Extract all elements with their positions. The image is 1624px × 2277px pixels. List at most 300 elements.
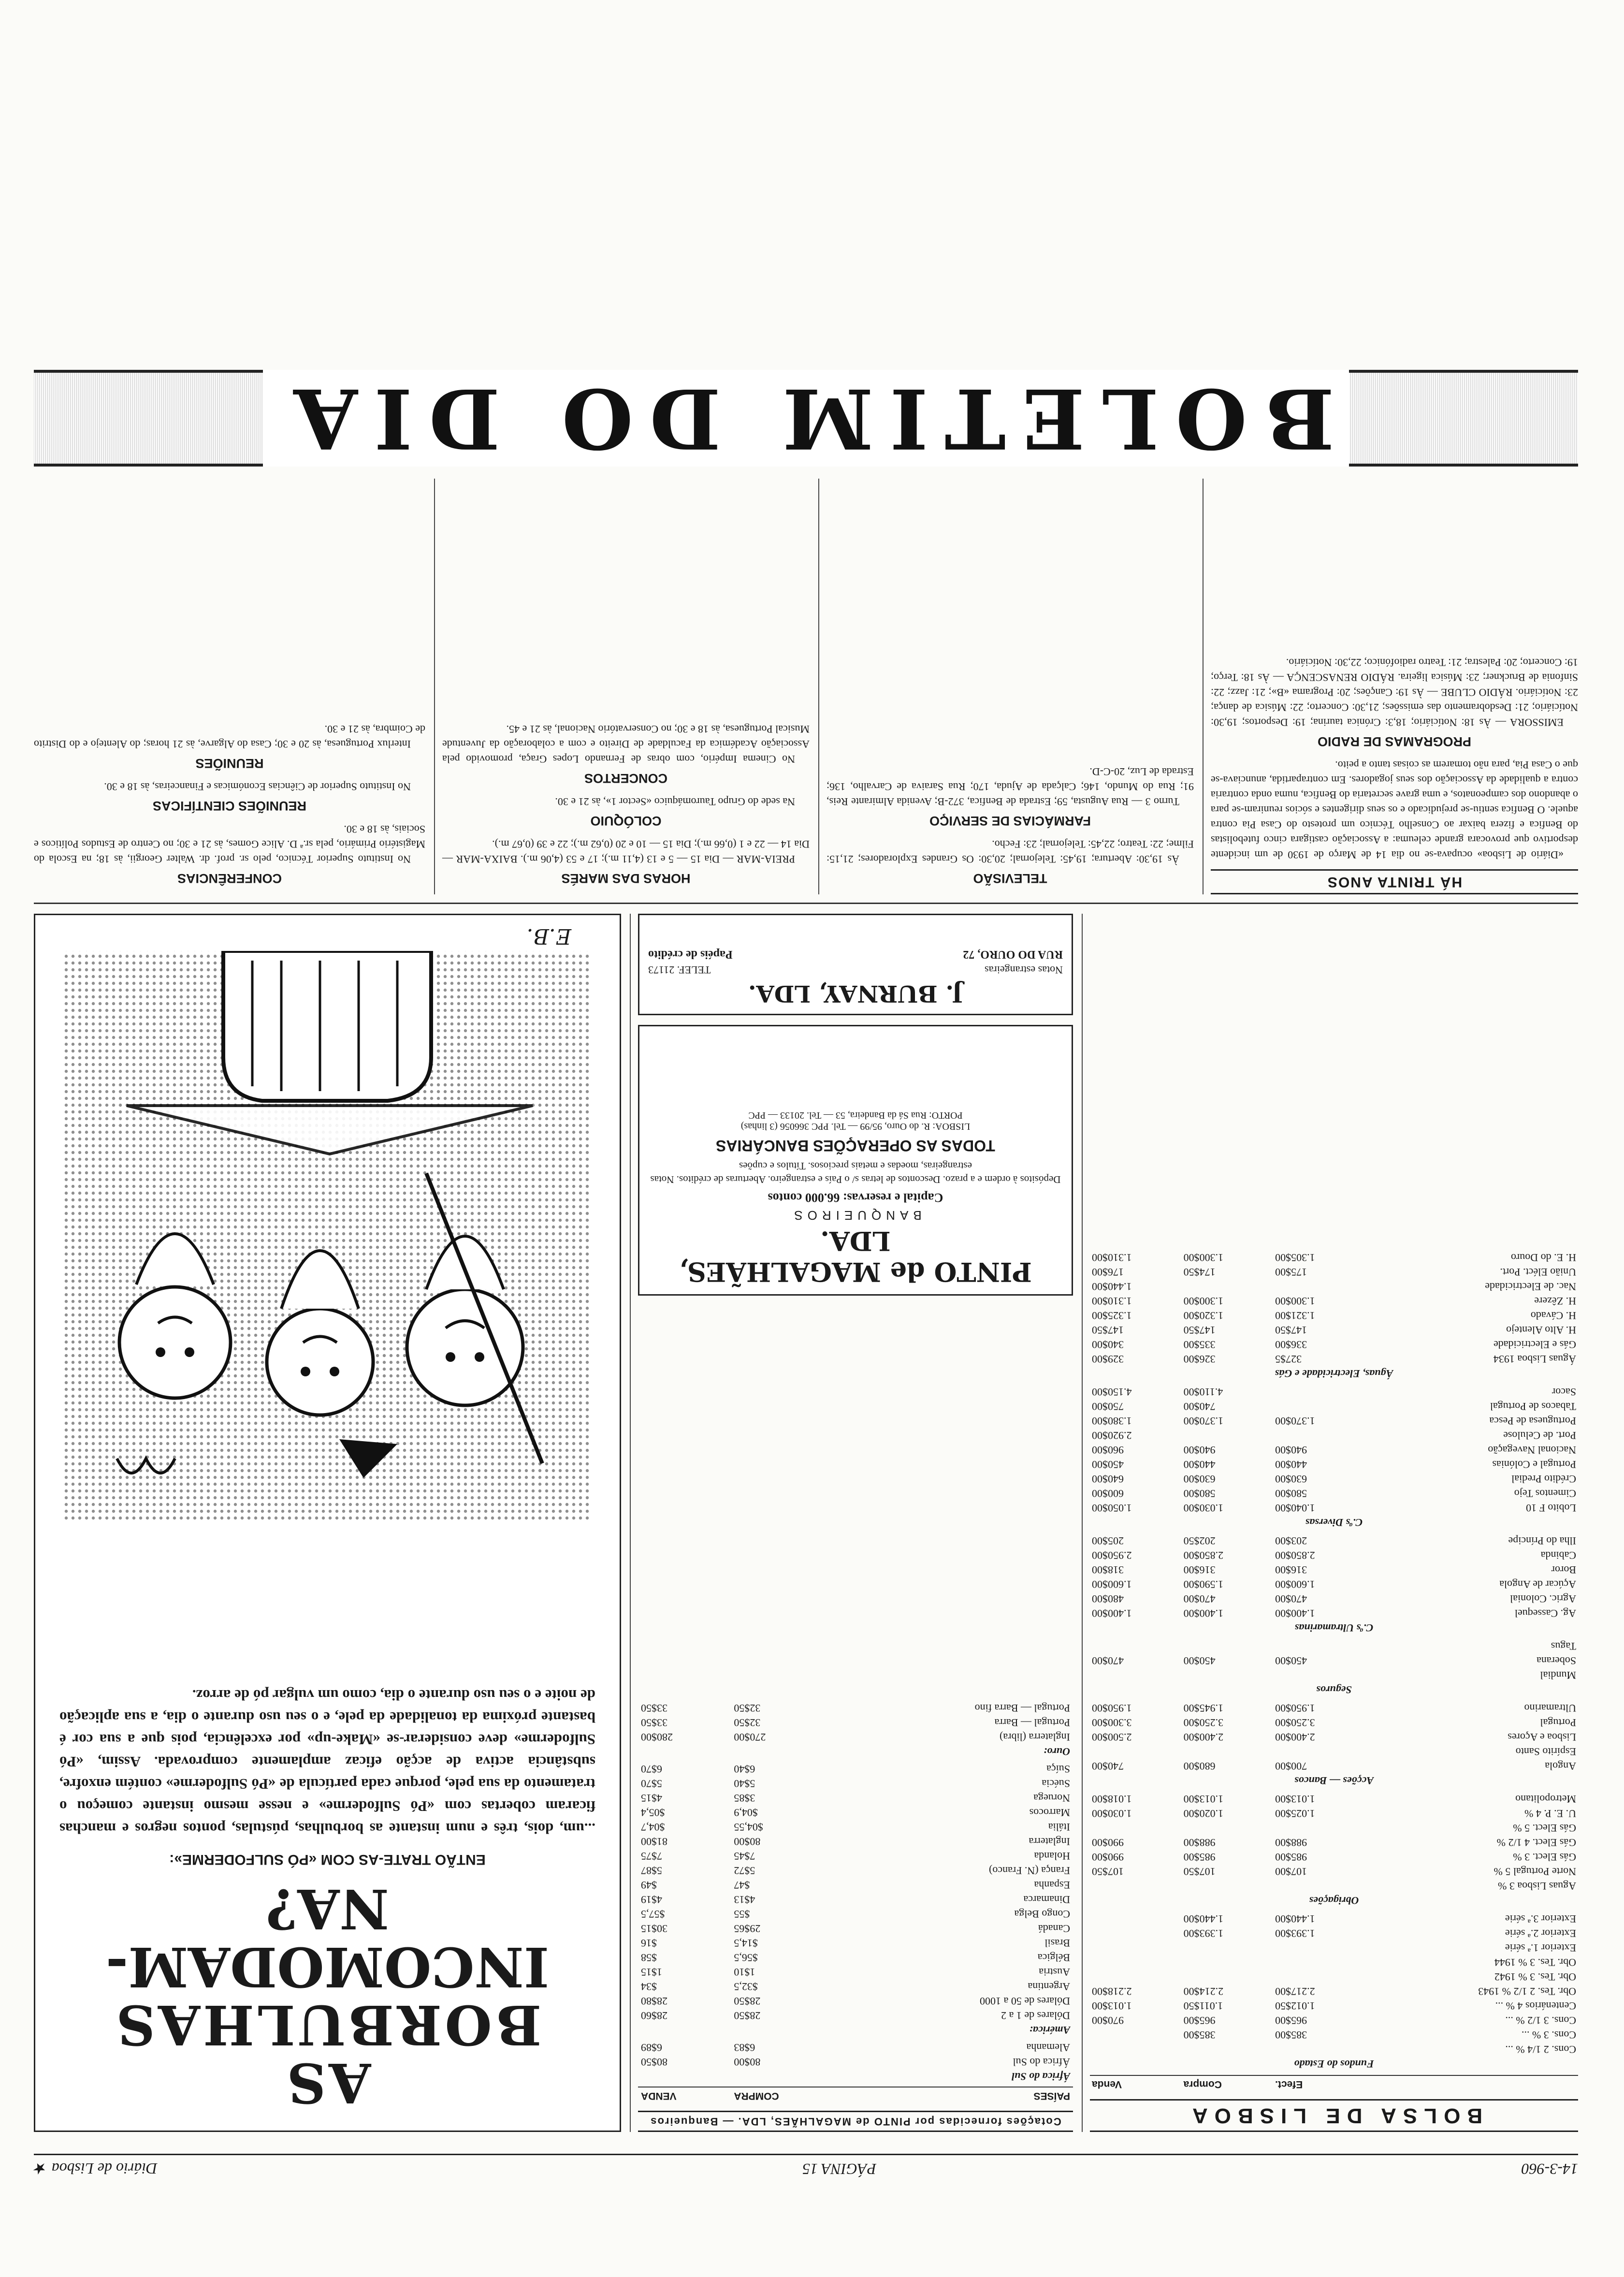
table-cell: 205$00 xyxy=(1092,1535,1124,1547)
table-cell: Marrocos xyxy=(1029,1807,1070,1819)
section-rule xyxy=(34,903,1578,904)
table-cell: 740$00 xyxy=(1092,1760,1124,1772)
table-cell: 385$00 xyxy=(1275,2029,1307,2041)
table-cell: 329$00 xyxy=(1092,1353,1124,1365)
table-cell: 2.214$00 xyxy=(1183,1985,1224,1998)
conferencias-text xyxy=(34,822,425,867)
fx-group-row xyxy=(638,1744,1073,1762)
table-cell: Dinamarca xyxy=(1023,1894,1070,1906)
table-cell: 80$50 xyxy=(641,2056,667,2068)
table-cell: Ultramarino xyxy=(1524,1702,1576,1714)
table-row xyxy=(1090,1912,1578,1926)
table-cell xyxy=(1090,1821,1182,1835)
table-row xyxy=(1090,1533,1578,1548)
table-cell: Lobito F 10 xyxy=(1526,1502,1576,1514)
table-cell: 1.950$00 xyxy=(1092,1702,1132,1714)
table-row xyxy=(1090,1352,1578,1366)
table-cell: Lisboa e Açores xyxy=(1508,1731,1576,1743)
table-cell: 2.500$00 xyxy=(1092,1731,1132,1743)
table-cell: 1.400$00 xyxy=(1183,1607,1224,1620)
table-cell: 1.025$00 xyxy=(1275,1808,1315,1820)
bolsa-column-header xyxy=(1365,2075,1578,2092)
table-cell: 6$40 xyxy=(734,1763,755,1775)
table-row xyxy=(1090,1806,1578,1821)
table-row xyxy=(638,2008,1073,2023)
cartoon-head-center xyxy=(267,1309,373,1415)
sulfoderme-text-block xyxy=(35,1684,620,2131)
column-conferencias xyxy=(34,479,425,894)
sulfoderme-title-1: AS BORBULHAS xyxy=(113,1993,542,2114)
televisao-title: TELEVISÃO xyxy=(973,871,1047,886)
table-cell: 450$00 xyxy=(1275,1655,1307,1667)
table-cell: 1.370$00 xyxy=(1275,1415,1315,1427)
table-cell: 81$00 xyxy=(641,1836,667,1848)
burnay-phone: TELEF. 21173 xyxy=(648,964,711,976)
table-cell: 440$00 xyxy=(1275,1459,1307,1471)
table-cell: 28$60 xyxy=(641,2010,667,2022)
table-cell: 175$00 xyxy=(1275,1266,1307,1278)
table-row xyxy=(638,1715,1073,1730)
concertos-text xyxy=(442,722,810,767)
section-headline-text: BOLETIM DO DIA xyxy=(263,370,1349,467)
pinto-porto: PORTO: Rua Sá da Bandeira, 53 — Tel. 20133 — PPC xyxy=(748,1110,963,1121)
cambios-table xyxy=(638,1701,1073,2104)
table-cell: 5$40 xyxy=(734,1778,755,1790)
table-cell: 1.393$00 xyxy=(1183,1927,1224,1940)
table-cell: 480$00 xyxy=(1092,1593,1124,1605)
table-cell xyxy=(1182,1970,1274,1984)
radio-title: PROGRAMAS DE RADIO xyxy=(1318,734,1472,749)
table-cell: $32,5 xyxy=(734,1981,758,1993)
table-cell: 4$13 xyxy=(734,1894,755,1906)
bolsa-table xyxy=(1090,1250,1578,2092)
table-cell: Nac. de Electricidade xyxy=(1485,1281,1576,1293)
table-cell: $55 xyxy=(734,1908,750,1920)
pinto-capital: Capital e reservas: 66.000 contos xyxy=(768,1191,943,1205)
table-row xyxy=(1090,1486,1578,1501)
table-cell: 1.440$00 xyxy=(1183,1913,1224,1925)
table-row xyxy=(1090,1821,1578,1835)
table-cell: 318$00 xyxy=(1092,1564,1124,1576)
bolsa-group-label: Águas, Electricidade e Gás xyxy=(1275,1368,1393,1380)
table-cell: Suíça xyxy=(1046,1763,1070,1775)
table-cell: 1.030$00 xyxy=(1183,1502,1224,1514)
table-cell xyxy=(1090,1941,1182,1955)
table-row xyxy=(1090,1606,1578,1620)
table-cell: 1.321$00 xyxy=(1275,1310,1315,1322)
reunioes-title: REUNIÕES xyxy=(195,756,264,771)
table-cell: Cons. 3 1/2 % ... xyxy=(1505,2014,1576,2027)
table-cell: Portugal — Barra fino xyxy=(974,1702,1070,1714)
burnay-extra: Papéis de crédito xyxy=(648,948,733,961)
table-row xyxy=(638,1863,1073,1878)
table-cell: 28$50 xyxy=(734,1995,761,2007)
table-row xyxy=(638,1805,1073,1820)
table-cell: 7$75 xyxy=(641,1850,662,1862)
table-row xyxy=(638,1921,1073,1936)
table-row xyxy=(1090,1385,1578,1399)
table-cell: 107$50 xyxy=(1092,1866,1124,1878)
bolsa-group-row xyxy=(1090,1682,1578,1701)
table-cell: 1.013$00 xyxy=(1092,2000,1132,2012)
table-cell xyxy=(1090,1668,1182,1682)
table-cell xyxy=(1182,1879,1274,1893)
pinto-magalhaes-ad xyxy=(638,1025,1073,1296)
table-row xyxy=(1090,1443,1578,1457)
farmacias-title: FARMÁCIAS DE SERVIÇO xyxy=(929,814,1091,828)
table-cell: 326$00 xyxy=(1183,1353,1216,1365)
table-cell: 29$65 xyxy=(734,1923,761,1935)
table-cell: Cons. 3 % ... xyxy=(1521,2029,1576,2041)
table-cell: 750$00 xyxy=(1092,1401,1124,1413)
table-cell: 4$19 xyxy=(641,1894,662,1906)
table-cell: Congo Belga xyxy=(1014,1908,1070,1920)
table-row xyxy=(638,1820,1073,1834)
table-row xyxy=(1090,1250,1578,1265)
table-cell: Gás Elect. 3 % xyxy=(1513,1851,1576,1863)
radio-paragraph: EMISSORA — Às 18: Notíciário; 18,3: Crónica taurina; 19: Desportos; 19,30: Notíciário; 21: Desdobramento das emissões; 21,30: Concerto; 22: Música de dança; 23: Notíciário. RÁDIO CLUBE — Às 19: Canções; 20: Programa «B»; 21: Jazz; 22: Sinfonia de Bruckner; 23: Música ligeira. RÁDIO RENASCENÇA — Às 18: Terço; 19: Concerto; 20: Palestra; 21: Teatro radiofónico; 22,30: Notíciário. xyxy=(1211,657,1578,729)
table-cell xyxy=(1273,1279,1365,1294)
table-cell: $04,55 xyxy=(734,1821,763,1833)
table-cell: 32$50 xyxy=(734,1717,761,1729)
table-cell: 965$00 xyxy=(1275,2014,1307,2027)
table-row xyxy=(638,1834,1073,1849)
table-row xyxy=(1090,1759,1578,1773)
table-row xyxy=(638,2040,1073,2055)
table-cell xyxy=(1090,2028,1182,2042)
table-row xyxy=(1090,1955,1578,1970)
table-cell xyxy=(1273,1399,1365,1414)
table-cell xyxy=(1273,1744,1365,1759)
table-cell: $04,9 xyxy=(734,1807,758,1819)
table-cell: Portugal — Barra xyxy=(994,1717,1070,1729)
table-cell: 1.325$00 xyxy=(1092,1310,1132,1322)
table-cell: Holanda xyxy=(1034,1850,1070,1862)
illustrator-signature: E.B. xyxy=(526,924,571,949)
table-row xyxy=(638,1791,1073,1805)
table-cell: 327$5 xyxy=(1275,1353,1302,1365)
table-row xyxy=(638,1878,1073,1892)
burnay-details xyxy=(648,963,1063,976)
table-row xyxy=(1090,1864,1578,1879)
table-cell: 1.600$00 xyxy=(1275,1578,1315,1591)
table-cell: 176$00 xyxy=(1092,1266,1124,1278)
table-cell: 940$00 xyxy=(1183,1444,1216,1456)
table-cell: 1.020$00 xyxy=(1183,1808,1224,1820)
table-cell: $47 xyxy=(734,1879,750,1891)
table-cell: França (N. Franco) xyxy=(989,1865,1070,1877)
table-cell xyxy=(1273,1428,1365,1443)
pinto-lisboa: LISBOA: R. do Ouro, 95/99 — Tel. PPC 366056 (3 linhas) xyxy=(740,1121,971,1132)
table-cell: 80$00 xyxy=(734,1836,761,1848)
table-cell: 336$00 xyxy=(1275,1339,1307,1351)
table-row xyxy=(1090,1577,1578,1591)
table-row xyxy=(1090,2013,1578,2028)
table-cell: 2.218$00 xyxy=(1092,1985,1132,1998)
bolsa-group-label: Fundos do Estado xyxy=(1294,2058,1374,2070)
table-row xyxy=(1090,1472,1578,1486)
table-cell: 1$10 xyxy=(734,1966,755,1978)
televisao-text xyxy=(826,837,1194,867)
table-row xyxy=(638,1730,1073,1744)
table-cell: Águas Lisboa 1934 xyxy=(1493,1353,1576,1365)
table-cell: 6$70 xyxy=(641,1763,662,1775)
table-cell: Obr. Tes. 3 % 1944 xyxy=(1494,1956,1576,1969)
table-cell: 1.011$50 xyxy=(1183,2000,1223,2012)
table-cell: 2.400$00 xyxy=(1183,1731,1224,1743)
table-row xyxy=(1090,1730,1578,1744)
table-cell: 470$00 xyxy=(1092,1655,1124,1667)
bolsa-group-row xyxy=(1090,2057,1578,2075)
table-cell: 2.850$00 xyxy=(1275,1549,1315,1562)
table-cell: Portuguesa de Pesca xyxy=(1489,1415,1576,1427)
table-cell xyxy=(1090,1912,1182,1926)
fx-column-header: VENDA xyxy=(638,2087,731,2104)
table-cell: Alemanha xyxy=(1026,2042,1070,2054)
table-row xyxy=(1090,1265,1578,1279)
sulfoderme-illustration xyxy=(64,951,591,1521)
table-cell: 450$00 xyxy=(1183,1655,1216,1667)
table-cell xyxy=(1090,1879,1182,1893)
bolsa-group-label: Obrigações xyxy=(1309,1895,1359,1907)
reunioes-text xyxy=(34,722,425,752)
table-cell: 107$00 xyxy=(1275,1866,1307,1878)
table-row xyxy=(1090,1457,1578,1472)
table-row xyxy=(1090,1668,1578,1682)
bolsa-title: BOLSA DE LISBOA xyxy=(1090,2099,1578,2132)
table-cell xyxy=(1182,1428,1274,1443)
table-cell: 147$50 xyxy=(1275,1324,1307,1336)
table-cell: 30$15 xyxy=(641,1923,667,1935)
table-cell: $04,7 xyxy=(641,1821,665,1833)
table-cell: $57,5 xyxy=(641,1908,665,1920)
table-cell: Port. de Celulose xyxy=(1503,1430,1576,1442)
table-cell: $05,4 xyxy=(641,1807,665,1819)
table-row xyxy=(638,1965,1073,1979)
table-cell: Exterior 2.ª série xyxy=(1505,1927,1576,1940)
televisao-paragraph: Às 19,30: Abertura; 19,45: Telejornal; 20,30: Os Grandes Exploradores; 21,15: Filme; 22: Teatro; 22,45: Telejornal; 23: Fecho. xyxy=(826,838,1194,865)
table-row xyxy=(1090,1850,1578,1864)
table-row xyxy=(1090,1639,1578,1653)
table-cell xyxy=(1182,1668,1274,1682)
table-cell: Portugal e Colónias xyxy=(1492,1459,1576,1471)
bolsa-column-header: Venda xyxy=(1090,2075,1182,2092)
table-cell: 2.400$00 xyxy=(1275,1731,1315,1743)
reunioes-cientificas-text xyxy=(34,779,425,794)
table-cell: Ag. Cassequel xyxy=(1514,1607,1576,1620)
column-mares xyxy=(442,479,810,894)
table-cell: Cons. 2 1/4 % ... xyxy=(1505,2043,1576,2056)
table-cell: 680$00 xyxy=(1183,1760,1216,1772)
table-cell: 640$00 xyxy=(1092,1473,1124,1485)
pinto-services: Depósitos à ordem e a prazo. Descontos de letras s/ o País e estrangeiro. Aberturas de créditos. Notas estrangeiras, moedas e metais preciosos. Títulos e cupões xyxy=(650,1160,1061,1185)
table-row xyxy=(1090,1926,1578,1941)
table-cell: Espanha xyxy=(1034,1879,1070,1891)
table-cell: Dólares de 1 a 2 xyxy=(1001,2010,1070,2022)
table-cell: 33$50 xyxy=(641,1717,667,1729)
table-cell: 4$15 xyxy=(641,1792,662,1804)
table-cell xyxy=(1182,2042,1274,2057)
table-cell: 1.440$00 xyxy=(1092,1281,1132,1293)
table-cell: Angola xyxy=(1545,1760,1576,1772)
table-cell: 280$00 xyxy=(641,1731,673,1743)
cartoon-head-left xyxy=(407,1289,523,1405)
sulfoderme-subtitle: ENTÃO TRATE-AS COM «PÓ SULFODERME»: xyxy=(169,1852,486,1868)
table-cell: 1.950$00 xyxy=(1275,1702,1315,1714)
table-cell: 630$00 xyxy=(1183,1473,1216,1485)
table-cell: 80$00 xyxy=(734,2056,761,2068)
burnay-address: RUA DO OURO, 72 xyxy=(963,948,1063,961)
table-cell xyxy=(1273,1821,1365,1835)
table-row xyxy=(638,1892,1073,1907)
table-cell: 385$00 xyxy=(1183,2029,1216,2041)
table-row xyxy=(1090,1879,1578,1893)
table-cell: Exterior 1.ª série xyxy=(1505,1942,1576,1954)
table-cell: 147$50 xyxy=(1183,1324,1216,1336)
table-cell: $58 xyxy=(641,1952,657,1964)
table-cell: Mundial xyxy=(1540,1669,1576,1681)
table-cell: 28$80 xyxy=(641,1995,667,2007)
table-cell: 1.012$50 xyxy=(1275,2000,1315,2012)
fx-column-header: COMPRA xyxy=(731,2087,845,2104)
table-row xyxy=(1090,1294,1578,1308)
bolsa-group-row xyxy=(1090,1366,1578,1385)
table-row xyxy=(1090,1428,1578,1443)
table-cell: 1.300$00 xyxy=(1275,1295,1315,1307)
table-cell: 1.310$00 xyxy=(1092,1295,1132,1307)
farmacias-paragraph: Turno 3 — Rua Augusta, 59; Estrada de Benfica, 372-B; Avenida Almirante Reis, 91; Rua do Mundo, 146; Calçada de Ajuda, 170; Rua Saraiva de Carvalho, 136; Estrada de Luz, 20-C-D. xyxy=(826,766,1194,808)
reunioes-paragraph: Interlux Portuguesa, às 20 e 30; Casa do Algarve, às 21 horas; do Alentejo e do Distrito de Coimbra, às 21 e 30. xyxy=(34,723,425,750)
cartoon-head-right xyxy=(119,1287,231,1398)
bolsa-group-row xyxy=(1090,1620,1578,1639)
table-row xyxy=(638,1701,1073,1715)
table-row xyxy=(638,1762,1073,1776)
table-cell: 1.393$00 xyxy=(1275,1927,1315,1940)
table-cell: Gás Elect. 4 1/2 % xyxy=(1496,1837,1576,1849)
table-cell: 6$89 xyxy=(641,2042,662,2054)
table-cell: 3.250$00 xyxy=(1183,1717,1224,1729)
table-cell: Cimentos Tejo xyxy=(1514,1488,1576,1500)
table-cell: 2.217$00 xyxy=(1275,1985,1315,1998)
table-row xyxy=(638,1907,1073,1921)
table-cell: 470$00 xyxy=(1275,1593,1307,1605)
table-cell: 202$50 xyxy=(1183,1535,1216,1547)
table-cell: 1.320$00 xyxy=(1183,1310,1224,1322)
table-cell xyxy=(1090,1744,1182,1759)
table-row xyxy=(1090,1984,1578,1999)
table-cell xyxy=(1182,1744,1274,1759)
pinto-name: PINTO de MAGALHÃES, LDA. xyxy=(679,1226,1032,1287)
table-cell: 316$00 xyxy=(1183,1564,1216,1576)
table-cell: Austria xyxy=(1039,1966,1070,1978)
table-cell xyxy=(1182,1821,1274,1835)
table-row xyxy=(638,1776,1073,1791)
table-row xyxy=(1090,1835,1578,1850)
table-cell: 960$00 xyxy=(1092,1444,1124,1456)
table-cell: 990$00 xyxy=(1092,1837,1124,1849)
table-cell: 1.310$00 xyxy=(1092,1252,1132,1264)
table-cell xyxy=(1182,1639,1274,1653)
trinta-anos-paragraph: «Diário de Lisboa» ocupava-se no dia 14 de Março de 1930 de um incidente desportivo que provocara grande celeuma: a Associação castigara cinco futebolistas do Benfica e fizera baixar ao Conselho Técnico um protesto do Casa Pia contra aquele. O Benfica sentiu-se prejudicado e os seus dirigentes e sócios reuniram-se para o abandono dos campeonatos, e uma grave secretaria do Benfica, numa onda contraria contra a qualidade da Associação dos seus jogadores. Em contrapartida, anunciava-se que o Casa Pia, para não tomarem as coisas tanto a peito. xyxy=(1211,759,1578,861)
table-cell: 7$45 xyxy=(734,1850,755,1862)
table-row xyxy=(1090,1548,1578,1562)
table-cell: Agric. Colonial xyxy=(1510,1593,1576,1605)
table-cell xyxy=(1090,1970,1182,1984)
table-cell xyxy=(1090,1639,1182,1653)
table-cell: 4.110$00 xyxy=(1183,1386,1223,1398)
table-row xyxy=(638,1936,1073,1950)
table-cell: Cabinda xyxy=(1540,1549,1576,1562)
table-cell: 1.013$00 xyxy=(1275,1793,1315,1805)
table-cell: 1.400$00 xyxy=(1275,1607,1315,1620)
column-trinta-anos xyxy=(1211,479,1578,894)
table-row xyxy=(1090,1501,1578,1515)
table-cell: Suécia xyxy=(1042,1778,1070,1790)
table-cell: Boror xyxy=(1551,1564,1576,1576)
table-cell: 3$85 xyxy=(734,1792,755,1804)
table-cell: $56,5 xyxy=(734,1952,758,1964)
sulfoderme-body: ...um, dois, três e num instante as borbulhas, pústulas, pontos negros e manchas ficaram cobertas com «Pó Sulfoderme» e nesse mesmo instante começou o tratamento da sua pele, porque cada partícula de «Pó Sulfoderme» contém enxofre, substância activa de acção eficaz amplamente comprovada. Assim, «Pó Sulfoderme» deve considerar-se «Make-up» por excelência, pois que a sua cor é bastante próxima da tonalidade da pele, e o seu uso durante o dia, a sua aplicação de noite e o seu uso durante o dia, como um vulgar pó de arroz. xyxy=(59,1687,595,1837)
burnay-tagline: Notas estrangeiras xyxy=(985,964,1063,976)
table-cell: 5$72 xyxy=(734,1865,755,1877)
table-cell: 1.600$00 xyxy=(1092,1578,1132,1591)
table-cell: H. Cávado xyxy=(1530,1310,1576,1322)
bolsa-group-label: Acções — Bancos xyxy=(1294,1775,1374,1787)
cartoon-eye xyxy=(330,1367,339,1376)
table-row xyxy=(1090,1562,1578,1577)
reunioes-cientificas-title: REUNIÕES CIENTÍFICAS xyxy=(152,799,307,813)
column-televisao xyxy=(826,479,1194,894)
table-cell: 5$70 xyxy=(641,1778,662,1790)
trinta-anos-title: HÁ TRINTA ANOS xyxy=(1211,869,1578,894)
table-cell: $14,5 xyxy=(734,1937,758,1949)
table-cell xyxy=(1273,1970,1365,1984)
table-cell: 174$50 xyxy=(1183,1266,1216,1278)
table-cell: 2.950$00 xyxy=(1092,1549,1132,1562)
bolsa-group-row xyxy=(1090,1773,1578,1792)
table-cell: Portugal xyxy=(1540,1717,1576,1729)
table-row xyxy=(1090,1399,1578,1414)
table-cell: Espírito Santo xyxy=(1515,1746,1576,1758)
table-cell: União Eléct. Port. xyxy=(1500,1266,1576,1278)
table-cell: 988$00 xyxy=(1183,1837,1216,1849)
table-cell: 5$87 xyxy=(641,1865,662,1877)
table-cell: 988$00 xyxy=(1275,1837,1307,1849)
column-rule xyxy=(434,479,435,894)
table-row xyxy=(1090,1279,1578,1294)
table-cell: 700$00 xyxy=(1275,1760,1307,1772)
concertos-paragraph: No Cinema Império, com obras de Fernando Lopes Graça, promovido pela Associação Académica da Faculdade de Direito e com a colaboração da Juventude Musical Portuguesa, às 18 e 30; no Conservatório Nacional, às 21 e 45. xyxy=(442,723,810,765)
folio-page: PÁGINA 15 xyxy=(802,2160,877,2178)
table-cell: 600$00 xyxy=(1092,1488,1124,1500)
table-cell: H. E. do Douro xyxy=(1510,1252,1576,1264)
table-cell: 340$00 xyxy=(1092,1339,1124,1351)
lamp-shade xyxy=(223,951,431,1101)
fx-group-label: América: xyxy=(1029,2024,1070,2036)
table-cell: 335$00 xyxy=(1183,1339,1216,1351)
table-cell: 1.050$00 xyxy=(1092,1502,1132,1514)
table-cell: 1.590$00 xyxy=(1183,1578,1224,1591)
cartoon-eye xyxy=(475,1352,484,1362)
fx-group-row xyxy=(638,2023,1073,2040)
burnay-name: J. BURNAY, LDA. xyxy=(748,980,963,1007)
radio-text xyxy=(1211,655,1578,730)
table-cell: Sacor xyxy=(1552,1386,1576,1398)
table-row xyxy=(638,1950,1073,1965)
table-cell: Tagus xyxy=(1551,1640,1576,1652)
table-cell: 4.150$00 xyxy=(1092,1386,1132,1398)
table-row xyxy=(1090,1323,1578,1337)
